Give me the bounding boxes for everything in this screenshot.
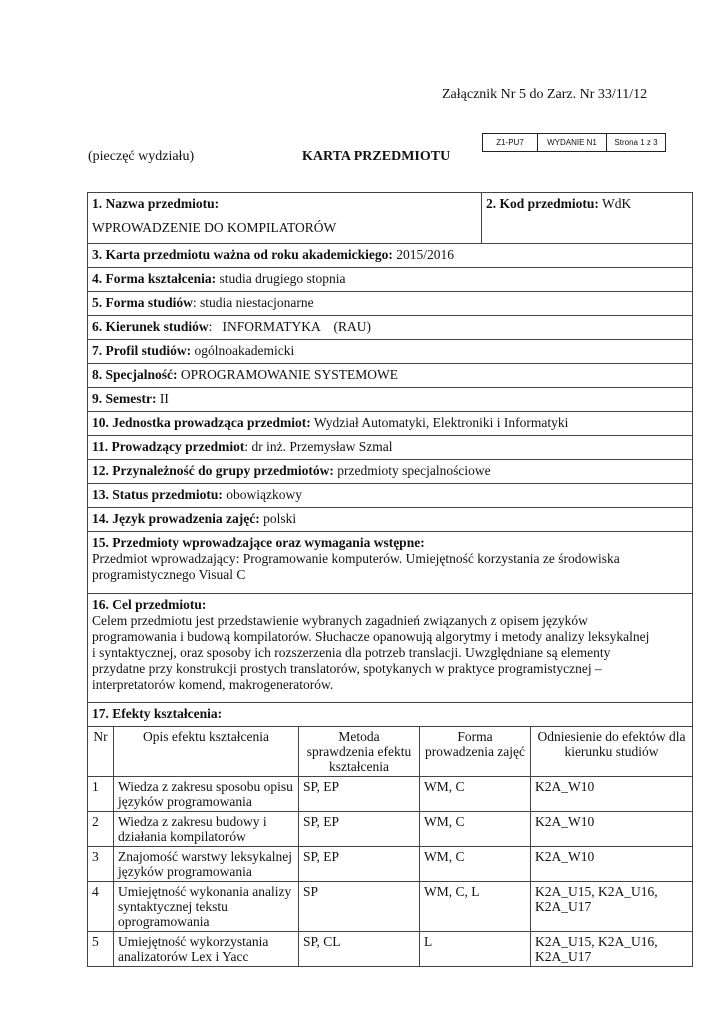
table-row	[88, 847, 692, 882]
value: WPROWADZENIE DO KOMPILATORÓW	[92, 220, 337, 235]
value: WdK	[598, 196, 632, 211]
cell-description: Znajomość warstwy leksykalnej języków programowania	[114, 847, 299, 882]
label: 6. Kierunek studiów	[92, 319, 209, 334]
cell-form: WM, C	[420, 847, 531, 882]
value: 2015/2016	[392, 247, 455, 262]
label: 15. Przedmioty wprowadzające oraz wymagania wstępne:	[92, 535, 425, 550]
field-language	[88, 508, 692, 532]
field-study-form	[88, 292, 692, 316]
text-line: Celem przedmiotu jest przedstawienie wybranych zagadnień związanych z opisem języków	[92, 613, 588, 628]
value: Wydział Automatyki, Elektroniki i Informatyki	[310, 415, 569, 430]
cell-method: SP, EP	[299, 812, 420, 847]
text-line: Przedmiot wprowadzający: Programowanie komputerów. Umiejętność korzystania ze środowiska	[92, 551, 620, 566]
label: 13. Status przedmiotu:	[92, 487, 223, 502]
table-row	[88, 812, 692, 847]
field-field-of-study	[88, 316, 692, 340]
value: : INFORMATYKA (RAU)	[208, 319, 372, 334]
column-header: Odniesienie do efektów dla kierunku studiów	[531, 727, 693, 777]
cell-nr: 2	[88, 812, 114, 847]
cell-reference: K2A_W10	[531, 847, 693, 882]
field-education-form	[88, 268, 692, 292]
text-line: programistycznego Visual C	[92, 567, 246, 582]
cell-form: L	[420, 932, 531, 967]
value: : studia niestacjonarne	[192, 295, 314, 310]
field-semester	[88, 388, 692, 412]
value: ogólnoakademicki	[191, 343, 295, 358]
cell-nr: 1	[88, 777, 114, 812]
cell-form: WM, C, L	[420, 882, 531, 932]
cell-nr: 4	[88, 882, 114, 932]
label: 11. Prowadzący przedmiot	[92, 439, 245, 454]
label: 14. Język prowadzenia zajęć:	[92, 511, 260, 526]
label: 16. Cel przedmiotu:	[92, 597, 207, 612]
cell-description: Wiedza z zakresu budowy i działania kompilatorów	[114, 812, 299, 847]
field-prerequisites	[88, 532, 692, 594]
cell-form: WM, C	[420, 777, 531, 812]
value: II	[156, 391, 169, 406]
column-header: Nr	[88, 727, 114, 777]
page-title: KARTA PRZEDMIOTU	[302, 149, 451, 164]
label: 4. Forma kształcenia:	[92, 271, 217, 286]
field-course-goal	[88, 594, 692, 703]
field-unit	[88, 412, 692, 436]
label: 2. Kod przedmiotu:	[486, 196, 599, 211]
label: 10. Jednostka prowadząca przedmiot:	[92, 415, 311, 430]
cell-description: Wiedza z zakresu sposobu opisu języków programowania	[114, 777, 299, 812]
field-specialty	[88, 364, 692, 388]
label: 3. Karta przedmiotu ważna od roku akademickiego:	[92, 247, 393, 262]
label: 12. Przynależność do grupy przedmiotów:	[92, 463, 334, 478]
label: 5. Forma studiów	[92, 295, 193, 310]
value: OPROGRAMOWANIE SYSTEMOWE	[177, 367, 399, 382]
cell-method: SP, EP	[299, 777, 420, 812]
table-header-row	[88, 727, 692, 777]
edition-label: WYDANIE N1	[538, 134, 607, 152]
document-id-box	[482, 133, 666, 152]
table-row	[88, 777, 692, 812]
label: 8. Specjalność:	[92, 367, 178, 382]
label: 7. Profil studiów:	[92, 343, 192, 358]
cell-method: SP, EP	[299, 847, 420, 882]
value: przedmioty specjalnościowe	[333, 463, 491, 478]
faculty-stamp-placeholder: (pieczęć wydziału)	[88, 149, 195, 164]
cell-method: SP, CL	[299, 932, 420, 967]
table-row	[88, 882, 692, 932]
label: 1. Nazwa przedmiotu:	[92, 196, 220, 211]
table-row	[88, 932, 692, 967]
field-valid-year	[88, 244, 692, 268]
field-course-status	[88, 484, 692, 508]
label: 17. Efekty kształcenia:	[92, 706, 223, 721]
field-course-code	[482, 193, 692, 243]
cell-reference: K2A_U15, K2A_U16, K2A_U17	[531, 882, 693, 932]
field-course-name	[88, 193, 482, 243]
course-card-table	[87, 192, 693, 967]
annex-reference: Załącznik Nr 5 do Zarz. Nr 33/11/12	[442, 87, 648, 102]
value: obowiązkowy	[222, 487, 302, 502]
cell-reference: K2A_U15, K2A_U16, K2A_U17	[531, 932, 693, 967]
value: polski	[259, 511, 297, 526]
cell-form: WM, C	[420, 812, 531, 847]
row-name-code	[88, 193, 692, 244]
cell-nr: 3	[88, 847, 114, 882]
field-study-profile	[88, 340, 692, 364]
form-code: Z1-PU7	[483, 134, 538, 152]
page-indicator: Strona 1 z 3	[607, 134, 666, 152]
cell-description: Umiejętność wykorzystania analizatorów Lex i Yacc	[114, 932, 299, 967]
cell-description: Umiejętność wykonania analizy syntaktycznej tekstu oprogramowania	[114, 882, 299, 932]
text-line: przydatne przy konstrukcji prostych translatorów, spotykanych w praktyce programistycznej –	[92, 661, 602, 676]
text-line: i syntaktycznej, oraz sposoby ich rozszerzenia dla potrzeb translacji. Uwzględniane są elementy	[92, 645, 611, 660]
field-lecturer	[88, 436, 692, 460]
field-learning-outcomes	[88, 703, 692, 727]
cell-nr: 5	[88, 932, 114, 967]
column-header: Opis efektu kształcenia	[114, 727, 299, 777]
field-course-group	[88, 460, 692, 484]
text-line: programowania i budową kompilatorów. Słuchacze opanowują algorytmy i metody analizy leksykalnej	[92, 629, 650, 644]
cell-method: SP	[299, 882, 420, 932]
text-line: interpretatorów komend, makrogeneratorów.	[92, 677, 334, 692]
value: : dr inż. Przemysław Szmal	[244, 439, 393, 454]
cell-reference: K2A_W10	[531, 777, 693, 812]
learning-outcomes-table	[88, 727, 692, 966]
label: 9. Semestr:	[92, 391, 157, 406]
column-header: Metoda sprawdzenia efektu kształcenia	[299, 727, 420, 777]
column-header: Forma prowadzenia zajęć	[420, 727, 531, 777]
value: studia drugiego stopnia	[216, 271, 346, 286]
cell-reference: K2A_W10	[531, 812, 693, 847]
